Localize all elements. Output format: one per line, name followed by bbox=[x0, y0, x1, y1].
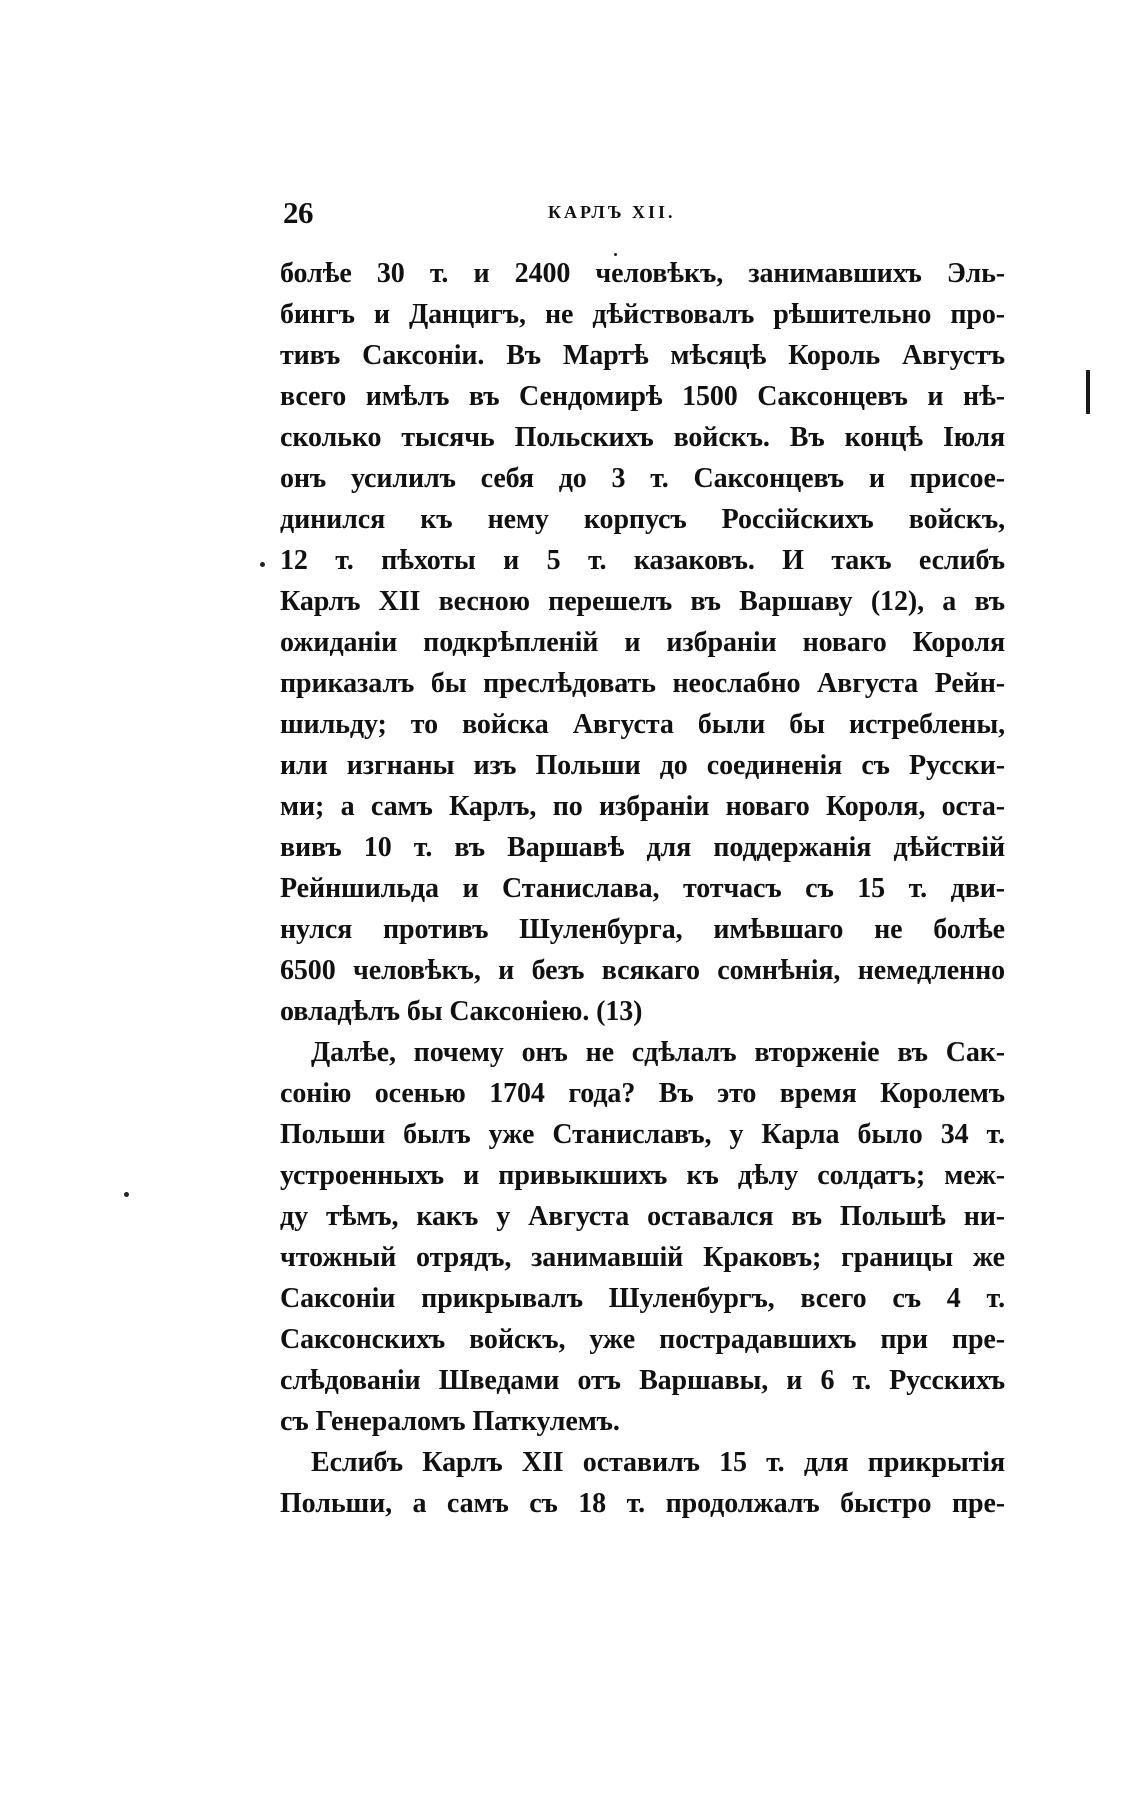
text-line: приказалъ бы преслѣдовать неослабно Августа Рейн- bbox=[280, 668, 1005, 699]
text-line: динился къ нему корпусъ Россійскихъ войскъ, bbox=[280, 504, 1005, 535]
text-line: Саксонскихъ войскъ, уже пострадавшихъ при пре- bbox=[280, 1324, 1005, 1355]
text-line: тивъ Саксоніи. Въ Мартѣ мѣсяцѣ Король Августъ bbox=[280, 340, 1005, 371]
body-text bbox=[280, 253, 1005, 1524]
text-line: Саксоніи прикрывалъ Шуленбургъ, всего съ 4 т. bbox=[280, 1283, 1005, 1314]
text-line: шильду; то войска Августа были бы истреблены, bbox=[280, 709, 1005, 740]
text-line: болѣе 30 т. и 2400 человѣкъ, занимавшихъ Эль- bbox=[280, 258, 1005, 289]
text-line: Рейншильда и Станислава, тотчасъ съ 15 т. дви- bbox=[280, 873, 1005, 904]
text-line: ду тѣмъ, какъ у Августа оставался въ Польшѣ ни- bbox=[280, 1201, 1005, 1232]
text-line: ожиданіи подкрѣпленій и избраніи новаго Короля bbox=[280, 627, 1005, 658]
text-line: или изгнаны изъ Польши до соединенія съ Русски- bbox=[280, 750, 1005, 781]
text-line: 12 т. пѣхоты и 5 т. казаковъ. И такъ еслибъ bbox=[280, 545, 1005, 576]
text-line: устроенныхъ и привыкшихъ къ дѣлу солдатъ; меж- bbox=[280, 1160, 1005, 1191]
text-line: Еслибъ Карлъ XII оставилъ 15 т. для прикрытія bbox=[311, 1447, 1005, 1478]
page-number: 26 bbox=[283, 195, 313, 230]
page-header bbox=[283, 195, 998, 245]
text-line: слѣдованіи Шведами отъ Варшавы, и 6 т. Русскихъ bbox=[280, 1365, 1005, 1396]
text-line: сколько тысячь Польскихъ войскъ. Въ концѣ Іюля bbox=[280, 422, 1005, 453]
text-line: вивъ 10 т. въ Варшавѣ для поддержанія дѣйствій bbox=[280, 832, 1005, 863]
margin-speck bbox=[260, 562, 265, 567]
text-line: бингъ и Данцигъ, не дѣйствовалъ рѣшительно про- bbox=[280, 299, 1005, 330]
running-head: КАРЛЪ XII. bbox=[548, 202, 676, 222]
margin-speck bbox=[614, 253, 617, 256]
text-line: 6500 человѣкъ, и безъ всякаго сомнѣнія, немедленно bbox=[280, 955, 1005, 986]
text-line: Далѣе, почему онъ не сдѣлалъ вторженіе въ Сак- bbox=[311, 1037, 1005, 1068]
text-line: онъ усилилъ себя до 3 т. Саксонцевъ и присое- bbox=[280, 463, 1005, 494]
text-line: ми; а самъ Карлъ, по избраніи новаго Короля, оста- bbox=[280, 791, 1005, 822]
binding-edge-mark bbox=[1086, 370, 1090, 414]
text-line: Карлъ XII весною перешелъ въ Варшаву (12), а въ bbox=[280, 586, 1005, 617]
text-line: Польши, а самъ съ 18 т. продолжалъ быстро пре- bbox=[280, 1488, 1005, 1519]
text-line: сонію осенью 1704 года? Въ это время Королемъ bbox=[280, 1078, 1005, 1109]
text-line: всего имѣлъ въ Сендомирѣ 1500 Саксонцевъ и нѣ- bbox=[280, 381, 1005, 412]
text-line: Польши былъ уже Станиславъ, у Карла было 34 т. bbox=[280, 1119, 1005, 1150]
text-line: чтожный отрядъ, занимавшій Краковъ; границы же bbox=[280, 1242, 1005, 1273]
text-line: нулся противъ Шуленбурга, имѣвшаго не болѣе bbox=[280, 914, 1005, 945]
text-line: съ Генераломъ Паткулемъ. bbox=[280, 1406, 620, 1437]
margin-speck bbox=[124, 1192, 129, 1197]
text-line: овладѣлъ бы Саксоніею. (13) bbox=[280, 996, 643, 1027]
